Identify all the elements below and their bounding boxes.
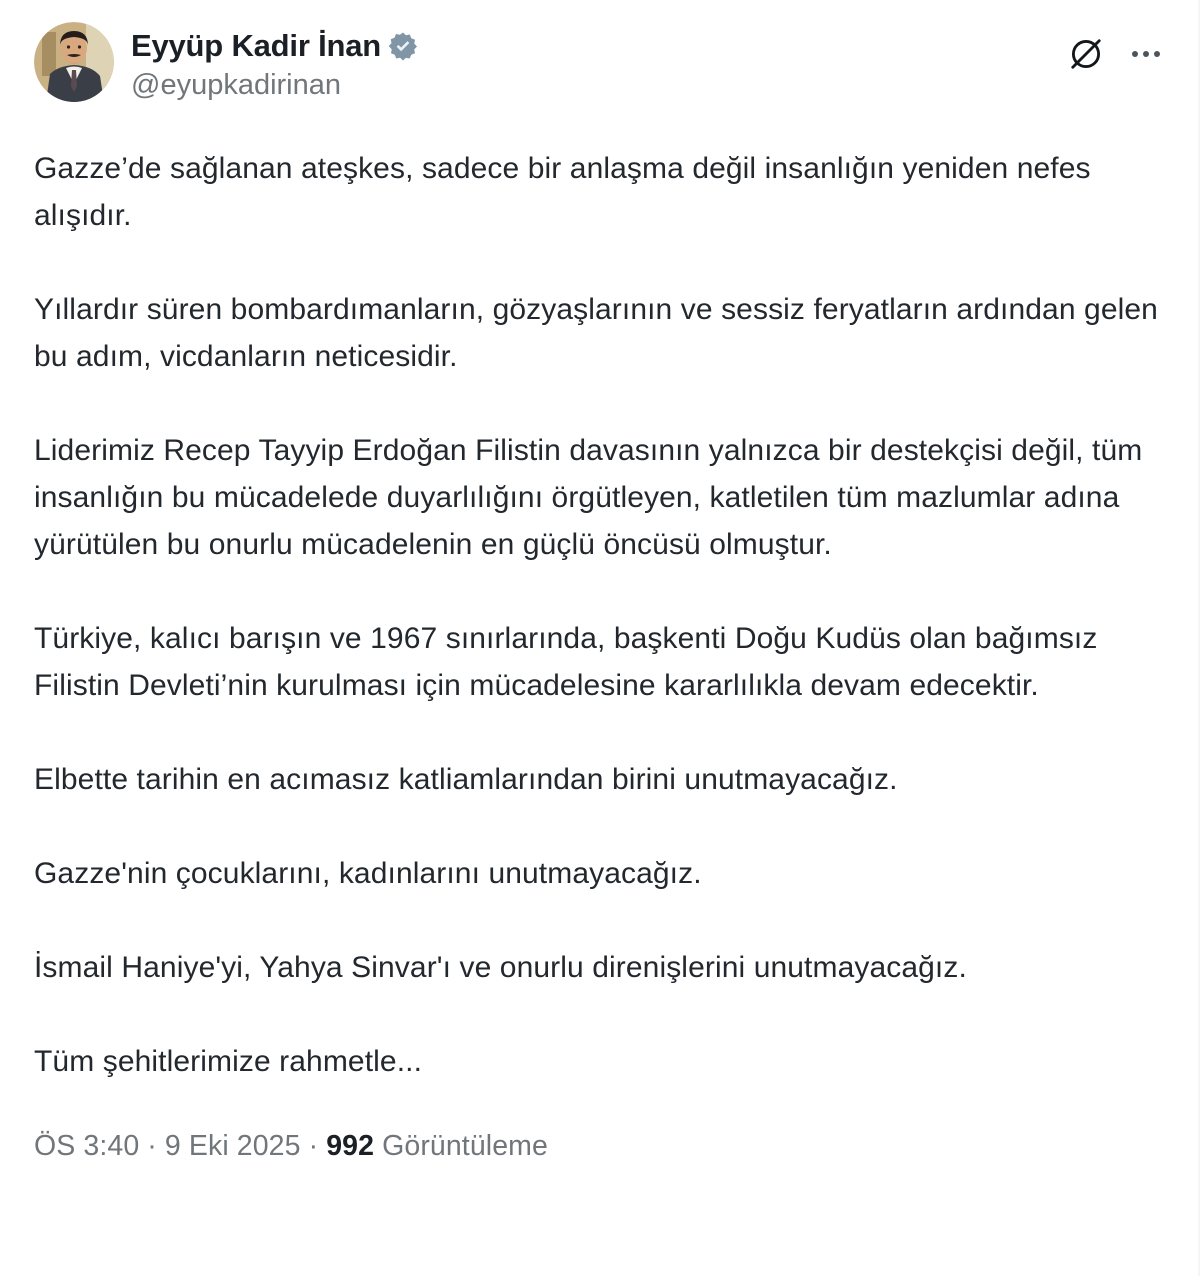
display-name-row[interactable] [131, 28, 418, 64]
tweet-paragraph: Gazze’de sağlanan ateşkes, sadece bir anlaşma değil insanlığın yeniden nefes alışıdır. [34, 152, 1091, 232]
tweet-paragraph: Elbette tarihin en acımasız katliamlarından birini unutmayacağız. [34, 763, 898, 796]
display-name: Eyyüp Kadir İnan [131, 28, 382, 63]
timestamp: ÖS 3:40 · 9 Eki 2025 [34, 1130, 301, 1162]
more-button[interactable] [1128, 47, 1164, 61]
views-count: 992 [326, 1130, 375, 1162]
tweet-paragraph: Yıllardır süren bombardımanların, gözyaşlarının ve sessiz feryatların ardından gelen bu adım, vicdanların neticesidir. [34, 293, 1158, 373]
grok-button[interactable] [1064, 32, 1108, 76]
profile-photo-icon [34, 22, 114, 102]
views-label: Görüntüleme [374, 1130, 548, 1162]
meta-separator: · [300, 1130, 327, 1162]
header-actions [1064, 22, 1164, 76]
more-horizontal-icon [1132, 51, 1160, 57]
avatar[interactable] [34, 22, 114, 102]
tweet-text [34, 145, 1164, 1085]
tweet-header [34, 22, 1164, 102]
user-block [131, 22, 418, 102]
tweet-paragraph: İsmail Haniye'yi, Yahya Sinvar'ı ve onurlu direnişlerini unutmayacağız. [34, 951, 967, 984]
tweet-paragraph: Liderimiz Recep Tayyip Erdoğan Filistin davasının yalnızca bir destekçisi değil, tüm insanlığın bu mücadelede duyarlılığını örgütleyen, katletilen tüm mazlumlar adına yürütülen bu onurlu mücadelenin en güçlü öncüsü olmuştur. [34, 434, 1143, 561]
grok-slashed-circle-icon [1068, 36, 1104, 72]
tweet-meta [34, 1130, 1164, 1163]
tweet-paragraph: Tüm şehitlerimize rahmetle... [34, 1045, 423, 1078]
tweet-paragraph: Gazze'nin çocuklarını, kadınlarını unutmayacağız. [34, 857, 702, 890]
user-handle[interactable]: @eyupkadirinan [131, 69, 342, 101]
tweet-paragraph: Türkiye, kalıcı barışın ve 1967 sınırlarında, başkenti Doğu Kudüs olan bağımsız Filistin Devleti’nin kurulması için mücadelesine kararlılıkla devam edecektir. [34, 622, 1098, 702]
verified-badge-icon [388, 31, 418, 61]
